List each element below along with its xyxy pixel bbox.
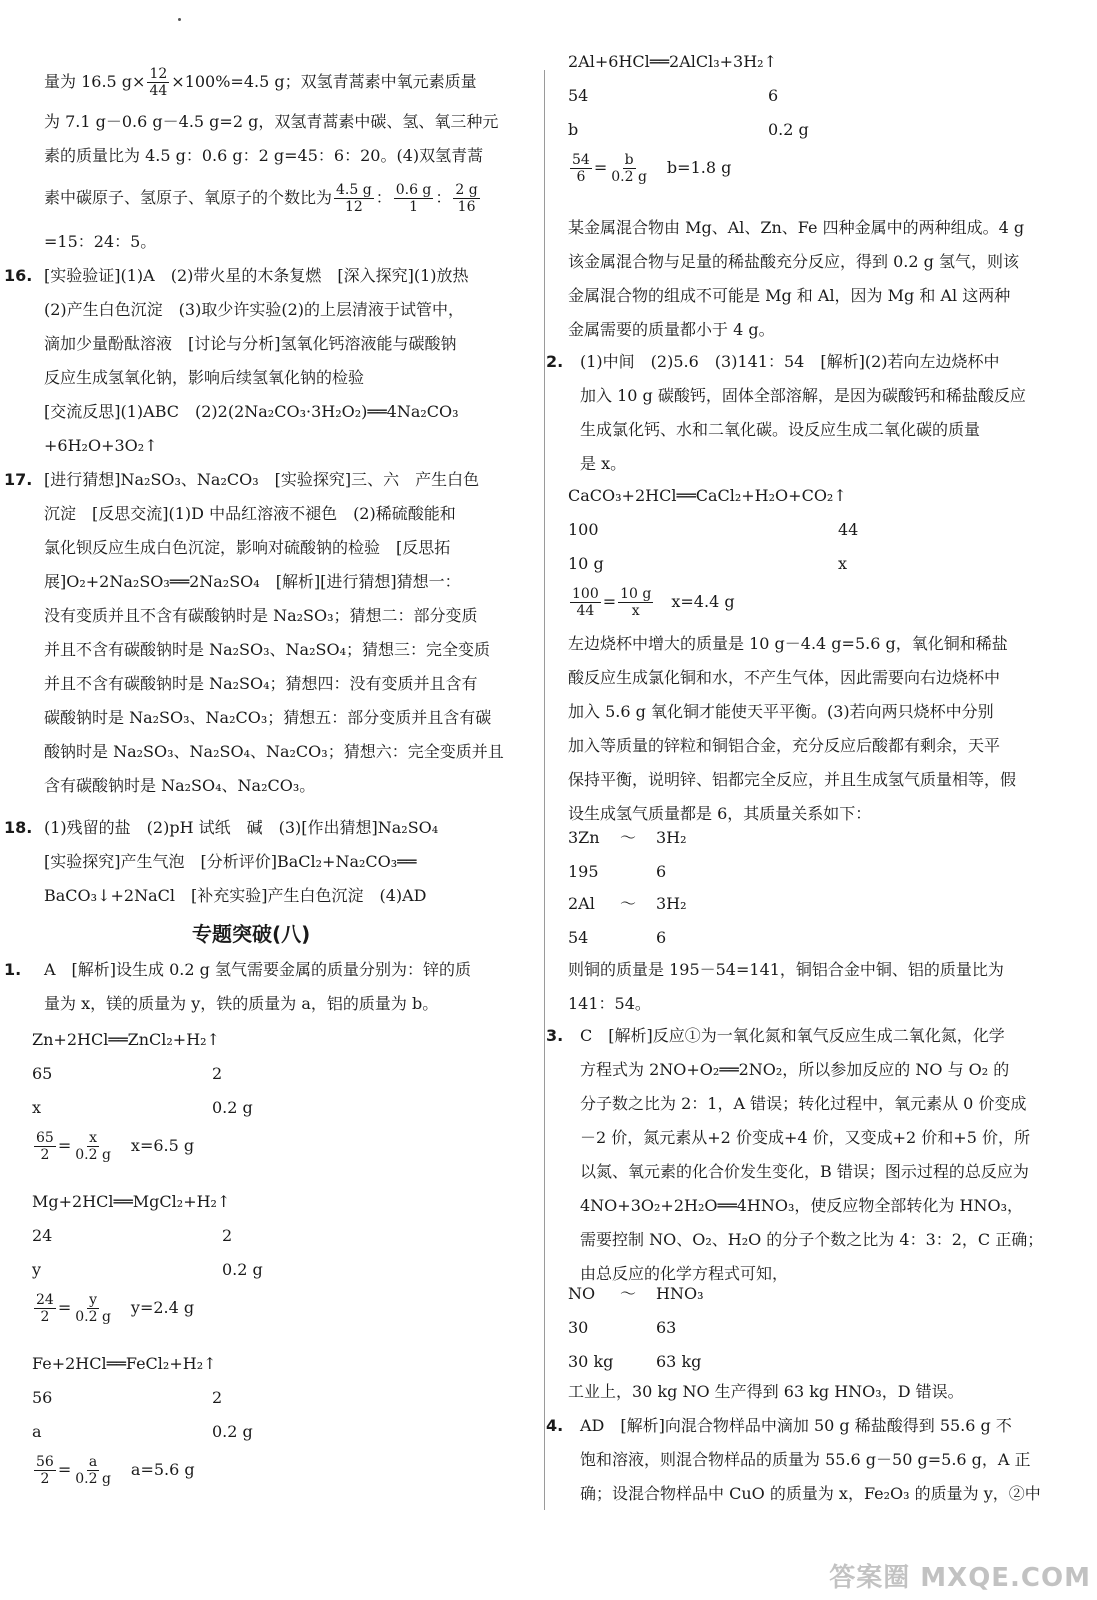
text: 素中碳原子、氢原子、氧原子的个数比为 xyxy=(44,188,333,207)
text-line: 为 7.1 g－0.6 g－4.5 g=2 g，双氢青蒿素中碳、氢、氧三种元 xyxy=(44,112,499,131)
problem-2-end-line: 则铜的质量是 195－54=141，铜铝合金中铜、铝的质量比为 xyxy=(568,960,1004,979)
problem-3-line: 需要控制 NO、O₂、H₂O 的分子个数之比为 4：3：2，C 正确； xyxy=(580,1230,1044,1249)
caco3-calc-proportion xyxy=(568,586,735,619)
fraction-c-numerator: 4.5 g xyxy=(336,182,372,198)
fraction-12-44 xyxy=(147,66,169,99)
zn-calc-result: x=6.5 g xyxy=(130,1136,195,1155)
problem-4-line: 饱和溶液，则混合物样品的质量为 55.6 g－50 g=5.6 g，A 正 xyxy=(580,1450,1031,1469)
answer-18-line: BaCO₃↓+2NaCl [补充实验]产生白色沉淀 (4)AD xyxy=(44,886,427,905)
problem-1-tail-line: 金属混合物的组成不可能是 Mg 和 Al，因为 Mg 和 Al 这两种 xyxy=(568,286,1011,305)
zn-calc-value-2: 0.2 g xyxy=(212,1098,253,1117)
zn-calc-ratio-left xyxy=(34,1130,56,1163)
mg-calc-value-1: y xyxy=(32,1260,42,1279)
problem-1-tail-line: 某金属混合物由 Mg、Al、Zn、Fe 四种金属中的两种组成。4 g xyxy=(568,218,1025,237)
relation-no-hno3-mass-b: 63 xyxy=(656,1318,677,1337)
relation-zn-h2-a: 3Zn xyxy=(568,828,600,847)
mg-calc-proportion xyxy=(32,1292,194,1325)
problem-3-line: 4NO+3O₂+2H₂O══4HNO₃，使反应物全部转化为 HNO₃， xyxy=(580,1196,1023,1215)
problem-2-end-line: 141：54。 xyxy=(568,994,651,1013)
problem-number-2: 2. xyxy=(546,352,564,371)
al-calc-equation: 2Al+6HCl══2AlCl₃+3H₂↑ xyxy=(568,52,777,71)
mg-calc-ratio-right-numerator: y xyxy=(89,1292,98,1308)
zn-calc-ratio-left-numerator: 65 xyxy=(36,1130,54,1146)
problem-number-1: 1. xyxy=(4,960,22,979)
al-calc-ratio-right-denominator: 0.2 g xyxy=(611,169,647,185)
frac-line-2 xyxy=(44,182,482,215)
al-calc-ratio-left-numerator: 54 xyxy=(572,152,590,168)
separator: ： xyxy=(435,188,452,207)
zn-calc-mass-1: 65 xyxy=(32,1064,53,1083)
problem-2-line: 是 x。 xyxy=(580,454,627,473)
relation-al-h2-tilde: ～ xyxy=(620,894,637,913)
question-number-16: 16. xyxy=(4,266,33,285)
text: 量为 16.5 g× xyxy=(44,72,146,91)
answer-18-line: [实验探究]产生气泡 [分析评价]BaCl₂+Na₂CO₃══ xyxy=(44,852,417,871)
al-calc-mass-1: 54 xyxy=(568,86,589,105)
caco3-calc-mass-2: 44 xyxy=(838,520,859,539)
relation-no-hno3-value-a: 30 kg xyxy=(568,1352,614,1371)
answer-18-line: (1)残留的盐 (2)pH 试纸 碱 (3)[作出猜想]Na₂SO₄ xyxy=(44,818,439,837)
answer-16-line: (2)产生白色沉淀 (3)取少许实验(2)的上层清液于试管中， xyxy=(44,300,464,319)
caco3-calc-value-1: 10 g xyxy=(568,554,604,573)
relation-zn-h2-mass-b: 6 xyxy=(656,862,667,881)
fe-calc-proportion xyxy=(32,1454,195,1487)
equals-sign: = xyxy=(593,158,608,177)
equals-sign: = xyxy=(602,592,617,611)
fe-calc-ratio-right-denominator: 0.2 g xyxy=(75,1471,111,1487)
caco3-calc-equation: CaCO₃+2HCl══CaCl₂+H₂O+CO₂↑ xyxy=(568,486,847,505)
answer-17-line: 没有变质并且不含有碳酸钠时是 Na₂SO₃；猜想二：部分变质 xyxy=(44,606,478,625)
fraction-c xyxy=(334,182,374,215)
zn-calc-ratio-left-denominator: 2 xyxy=(40,1147,50,1163)
fe-calc-mass-1: 56 xyxy=(32,1388,53,1407)
zn-calc-value-1: x xyxy=(32,1098,42,1117)
al-calc-value-1: b xyxy=(568,120,579,139)
problem-4-line: 确；设混合物样品中 CuO 的质量为 x，Fe₂O₃ 的质量为 y，②中 xyxy=(580,1484,1041,1503)
question-number-17: 17. xyxy=(4,470,33,489)
zn-calc-mass-2: 2 xyxy=(212,1064,223,1083)
problem-3-line: －2 价，氮元素从+2 价变成+4 价，又变成+2 价和+5 价，所 xyxy=(580,1128,1030,1147)
relation-al-h2-mass-b: 6 xyxy=(656,928,667,947)
caco3-calc-ratio-right-numerator: 10 g xyxy=(620,586,652,602)
caco3-calc-result: x=4.4 g xyxy=(671,592,735,611)
answer-17-line: 并且不含有碳酸钠时是 Na₂SO₄；猜想四：没有变质并且含有 xyxy=(44,674,478,693)
fraction-o-numerator: 2 g xyxy=(455,182,478,198)
question-number-18: 18. xyxy=(4,818,33,837)
al-calc-proportion xyxy=(568,152,731,185)
problem-2-line: (1)中间 (2)5.6 (3)141：54 [解析](2)若向左边烧杯中 xyxy=(580,352,1000,371)
problem-3-line: C [解析]反应①为一氧化氮和氧气反应生成二氧化氮，化学 xyxy=(580,1026,1005,1045)
text-line: 素的质量比为 4.5 g：0.6 g：2 g=45：6：20。(4)双氢青蒿 xyxy=(44,146,484,165)
caco3-calc-ratio-right-denominator: x xyxy=(631,603,640,619)
al-calc-ratio-left xyxy=(570,152,592,185)
answer-17-line: 沉淀 [反思交流](1)D 中品红溶液不褪色 (2)稀硫酸能和 xyxy=(44,504,456,523)
relation-zn-h2-tilde: ～ xyxy=(620,828,637,847)
zn-calc-proportion xyxy=(32,1130,194,1163)
frac-line-1 xyxy=(44,66,477,99)
problem-1-tail-line: 金属需要的质量都小于 4 g。 xyxy=(568,320,775,339)
problem-2-tail-line: 加入 5.6 g 氧化铜才能使天平平衡。(3)若向两只烧杯中分别 xyxy=(568,702,994,721)
relation-al-h2-a: 2Al xyxy=(568,894,595,913)
zn-calc-ratio-right xyxy=(73,1130,113,1163)
problem-1-line: A [解析]设生成 0.2 g 氢气需要金属的质量分别为：锌的质 xyxy=(44,960,471,979)
al-calc-ratio-right xyxy=(609,152,649,185)
fraction-o xyxy=(453,182,479,215)
problem-4-line: AD [解析]向混合物样品中滴加 50 g 稀盐酸得到 55.6 g 不 xyxy=(580,1416,1012,1435)
relation-no-hno3-value-b: 63 kg xyxy=(656,1352,702,1371)
watermark: 答案圈 MXQE.COM xyxy=(829,1563,1091,1593)
relation-no-hno3-a: NO xyxy=(568,1284,596,1303)
relation-al-h2-b: 3H₂ xyxy=(656,894,687,913)
zn-calc-ratio-right-denominator: 0.2 g xyxy=(75,1147,111,1163)
answer-17-line: 并且不含有碳酸钠时是 Na₂SO₃、Na₂SO₄；猜想三：完全变质 xyxy=(44,640,490,659)
fraction-12-44-denominator: 44 xyxy=(149,83,168,99)
caco3-calc-ratio-right xyxy=(618,586,653,619)
problem-1-line: 量为 x，镁的质量为 y，铁的质量为 a，铝的质量为 b。 xyxy=(44,994,439,1013)
equals-sign: = xyxy=(57,1298,72,1317)
answer-17-line: 酸钠时是 Na₂SO₃、Na₂SO₄、Na₂CO₃；猜想六：完全变质并且 xyxy=(44,742,504,761)
al-calc-mass-2: 6 xyxy=(768,86,779,105)
fraction-c-denominator: 12 xyxy=(344,199,363,215)
answer-17-line: 含有碳酸钠时是 Na₂SO₄、Na₂CO₃。 xyxy=(44,776,316,795)
mg-calc-value-2: 0.2 g xyxy=(222,1260,263,1279)
fe-calc-ratio-left-denominator: 2 xyxy=(40,1471,50,1487)
text-line: =15：24：5。 xyxy=(44,232,157,251)
fe-calc-mass-2: 2 xyxy=(212,1388,223,1407)
problem-3-line: 方程式为 2NO+O₂══2NO₂，所以参加反应的 NO 与 O₂ 的 xyxy=(580,1060,1010,1079)
mg-calc-ratio-right xyxy=(73,1292,113,1325)
relation-no-hno3-mass-a: 30 xyxy=(568,1318,589,1337)
mg-calc-result: y=2.4 g xyxy=(130,1298,195,1317)
text: ×100%=4.5 g；双氢青蒿素中氧元素质量 xyxy=(171,72,477,91)
separator: ： xyxy=(375,188,392,207)
mg-calc-equation: Mg+2HCl══MgCl₂+H₂↑ xyxy=(32,1192,231,1211)
fe-calc-value-2: 0.2 g xyxy=(212,1422,253,1441)
problem-number-4: 4. xyxy=(546,1416,564,1435)
problem-2-tail-line: 保持平衡，说明锌、铝都完全反应，并且生成氢气质量相等，假 xyxy=(568,770,1017,789)
relation-zn-h2-b: 3H₂ xyxy=(656,828,687,847)
mg-calc-mass-1: 24 xyxy=(32,1226,53,1245)
answer-16-line: 滴加少量酚酞溶液 [讨论与分析]氢氧化钙溶液能与碳酸钠 xyxy=(44,334,457,353)
section-title: 专题突破(八) xyxy=(192,922,311,946)
scan-speck xyxy=(178,18,181,21)
relation-al-h2-mass-a: 54 xyxy=(568,928,589,947)
answer-16-line: +6H₂O+3O₂↑ xyxy=(44,436,158,455)
problem-2-line: 生成氯化钙、水和二氧化碳。设反应生成二氧化碳的质量 xyxy=(580,420,981,439)
problem-3-line: 以氮、氧元素的化合价发生变化，B 错误；图示过程的总反应为 xyxy=(580,1162,1029,1181)
zn-calc-equation: Zn+2HCl══ZnCl₂+H₂↑ xyxy=(32,1030,220,1049)
problem-3-line: 由总反应的化学方程式可知， xyxy=(580,1264,789,1283)
problem-2-line: 加入 10 g 碳酸钙，固体全部溶解，是因为碳酸钙和稀盐酸反应 xyxy=(580,386,1026,405)
fraction-h-numerator: 0.6 g xyxy=(395,182,432,198)
fe-calc-ratio-left-numerator: 56 xyxy=(36,1454,54,1470)
caco3-calc-ratio-left-denominator: 44 xyxy=(576,603,595,619)
al-calc-result: b=1.8 g xyxy=(666,158,732,177)
relation-no-hno3-tilde: ～ xyxy=(620,1284,637,1303)
mg-calc-ratio-left-denominator: 2 xyxy=(40,1309,50,1325)
equals-sign: = xyxy=(57,1136,72,1155)
fe-calc-ratio-right-numerator: a xyxy=(88,1454,98,1470)
caco3-calc-ratio-left xyxy=(570,586,601,619)
caco3-calc-value-2: x xyxy=(838,554,848,573)
answer-17-line: 展]O₂+2Na₂SO₃══2Na₂SO₄ [解析][进行猜想]猜想一： xyxy=(44,572,461,591)
caco3-calc-ratio-left-numerator: 100 xyxy=(572,586,599,602)
fe-calc-value-1: a xyxy=(32,1422,42,1441)
problem-2-tail-line: 设生成氢气质量都是 6，其质量关系如下： xyxy=(568,804,872,823)
mg-calc-ratio-left-numerator: 24 xyxy=(36,1292,54,1308)
al-calc-ratio-left-denominator: 6 xyxy=(576,169,586,185)
column-divider xyxy=(544,70,545,1510)
answer-16-line: 反应生成氢氧化钠，影响后续氢氧化钠的检验 xyxy=(44,368,365,387)
problem-3-end: 工业上，30 kg NO 生产得到 63 kg HNO₃，D 错误。 xyxy=(568,1382,964,1401)
fraction-h-denominator: 1 xyxy=(409,199,419,215)
fe-calc-ratio-left xyxy=(34,1454,56,1487)
fe-calc-result: a=5.6 g xyxy=(130,1460,195,1479)
problem-2-tail-line: 加入等质量的锌粒和铜铝合金，充分反应后酸都有剩余，天平 xyxy=(568,736,1001,755)
mg-calc-ratio-right-denominator: 0.2 g xyxy=(75,1309,111,1325)
mg-calc-mass-2: 2 xyxy=(222,1226,233,1245)
problem-3-line: 分子数之比为 2：1，A 错误；转化过程中，氧元素从 0 价变成 xyxy=(580,1094,1027,1113)
relation-zn-h2-mass-a: 195 xyxy=(568,862,599,881)
answer-17-line: 氯化钡反应生成白色沉淀，影响对硫酸钠的检验 [反思拓 xyxy=(44,538,451,557)
answer-17-line: [进行猜想]Na₂SO₃、Na₂CO₃ [实验探究]三、六 产生白色 xyxy=(44,470,480,489)
al-calc-ratio-right-numerator: b xyxy=(624,152,634,168)
answer-16-line: [交流反思](1)ABC (2)2(2Na₂CO₃·3H₂O₂)══4Na₂CO₃ xyxy=(44,402,459,421)
mg-calc-ratio-left xyxy=(34,1292,56,1325)
fe-calc-equation: Fe+2HCl══FeCl₂+H₂↑ xyxy=(32,1354,217,1373)
problem-number-3: 3. xyxy=(546,1026,564,1045)
problem-1-tail-line: 该金属混合物与足量的稀盐酸充分反应，得到 0.2 g 氢气，则该 xyxy=(568,252,1019,271)
zn-calc-ratio-right-numerator: x xyxy=(89,1130,98,1146)
al-calc-value-2: 0.2 g xyxy=(768,120,809,139)
fraction-12-44-numerator: 12 xyxy=(149,66,168,82)
fraction-o-denominator: 16 xyxy=(457,199,476,215)
problem-2-tail-line: 左边烧杯中增大的质量是 10 g－4.4 g=5.6 g，氧化铜和稀盐 xyxy=(568,634,1008,653)
caco3-calc-mass-1: 100 xyxy=(568,520,599,539)
answer-17-line: 碳酸钠时是 Na₂SO₃、Na₂CO₃；猜想五：部分变质并且含有碳 xyxy=(44,708,492,727)
problem-2-tail-line: 酸反应生成氯化铜和水，不产生气体，因此需要向右边烧杯中 xyxy=(568,668,1001,687)
fe-calc-ratio-right xyxy=(73,1454,113,1487)
answer-16-line: [实验验证](1)A (2)带火星的木条复燃 [深入探究](1)放热 xyxy=(44,266,469,285)
relation-no-hno3-b: HNO₃ xyxy=(656,1284,704,1303)
equals-sign: = xyxy=(57,1460,72,1479)
fraction-h xyxy=(394,182,434,215)
